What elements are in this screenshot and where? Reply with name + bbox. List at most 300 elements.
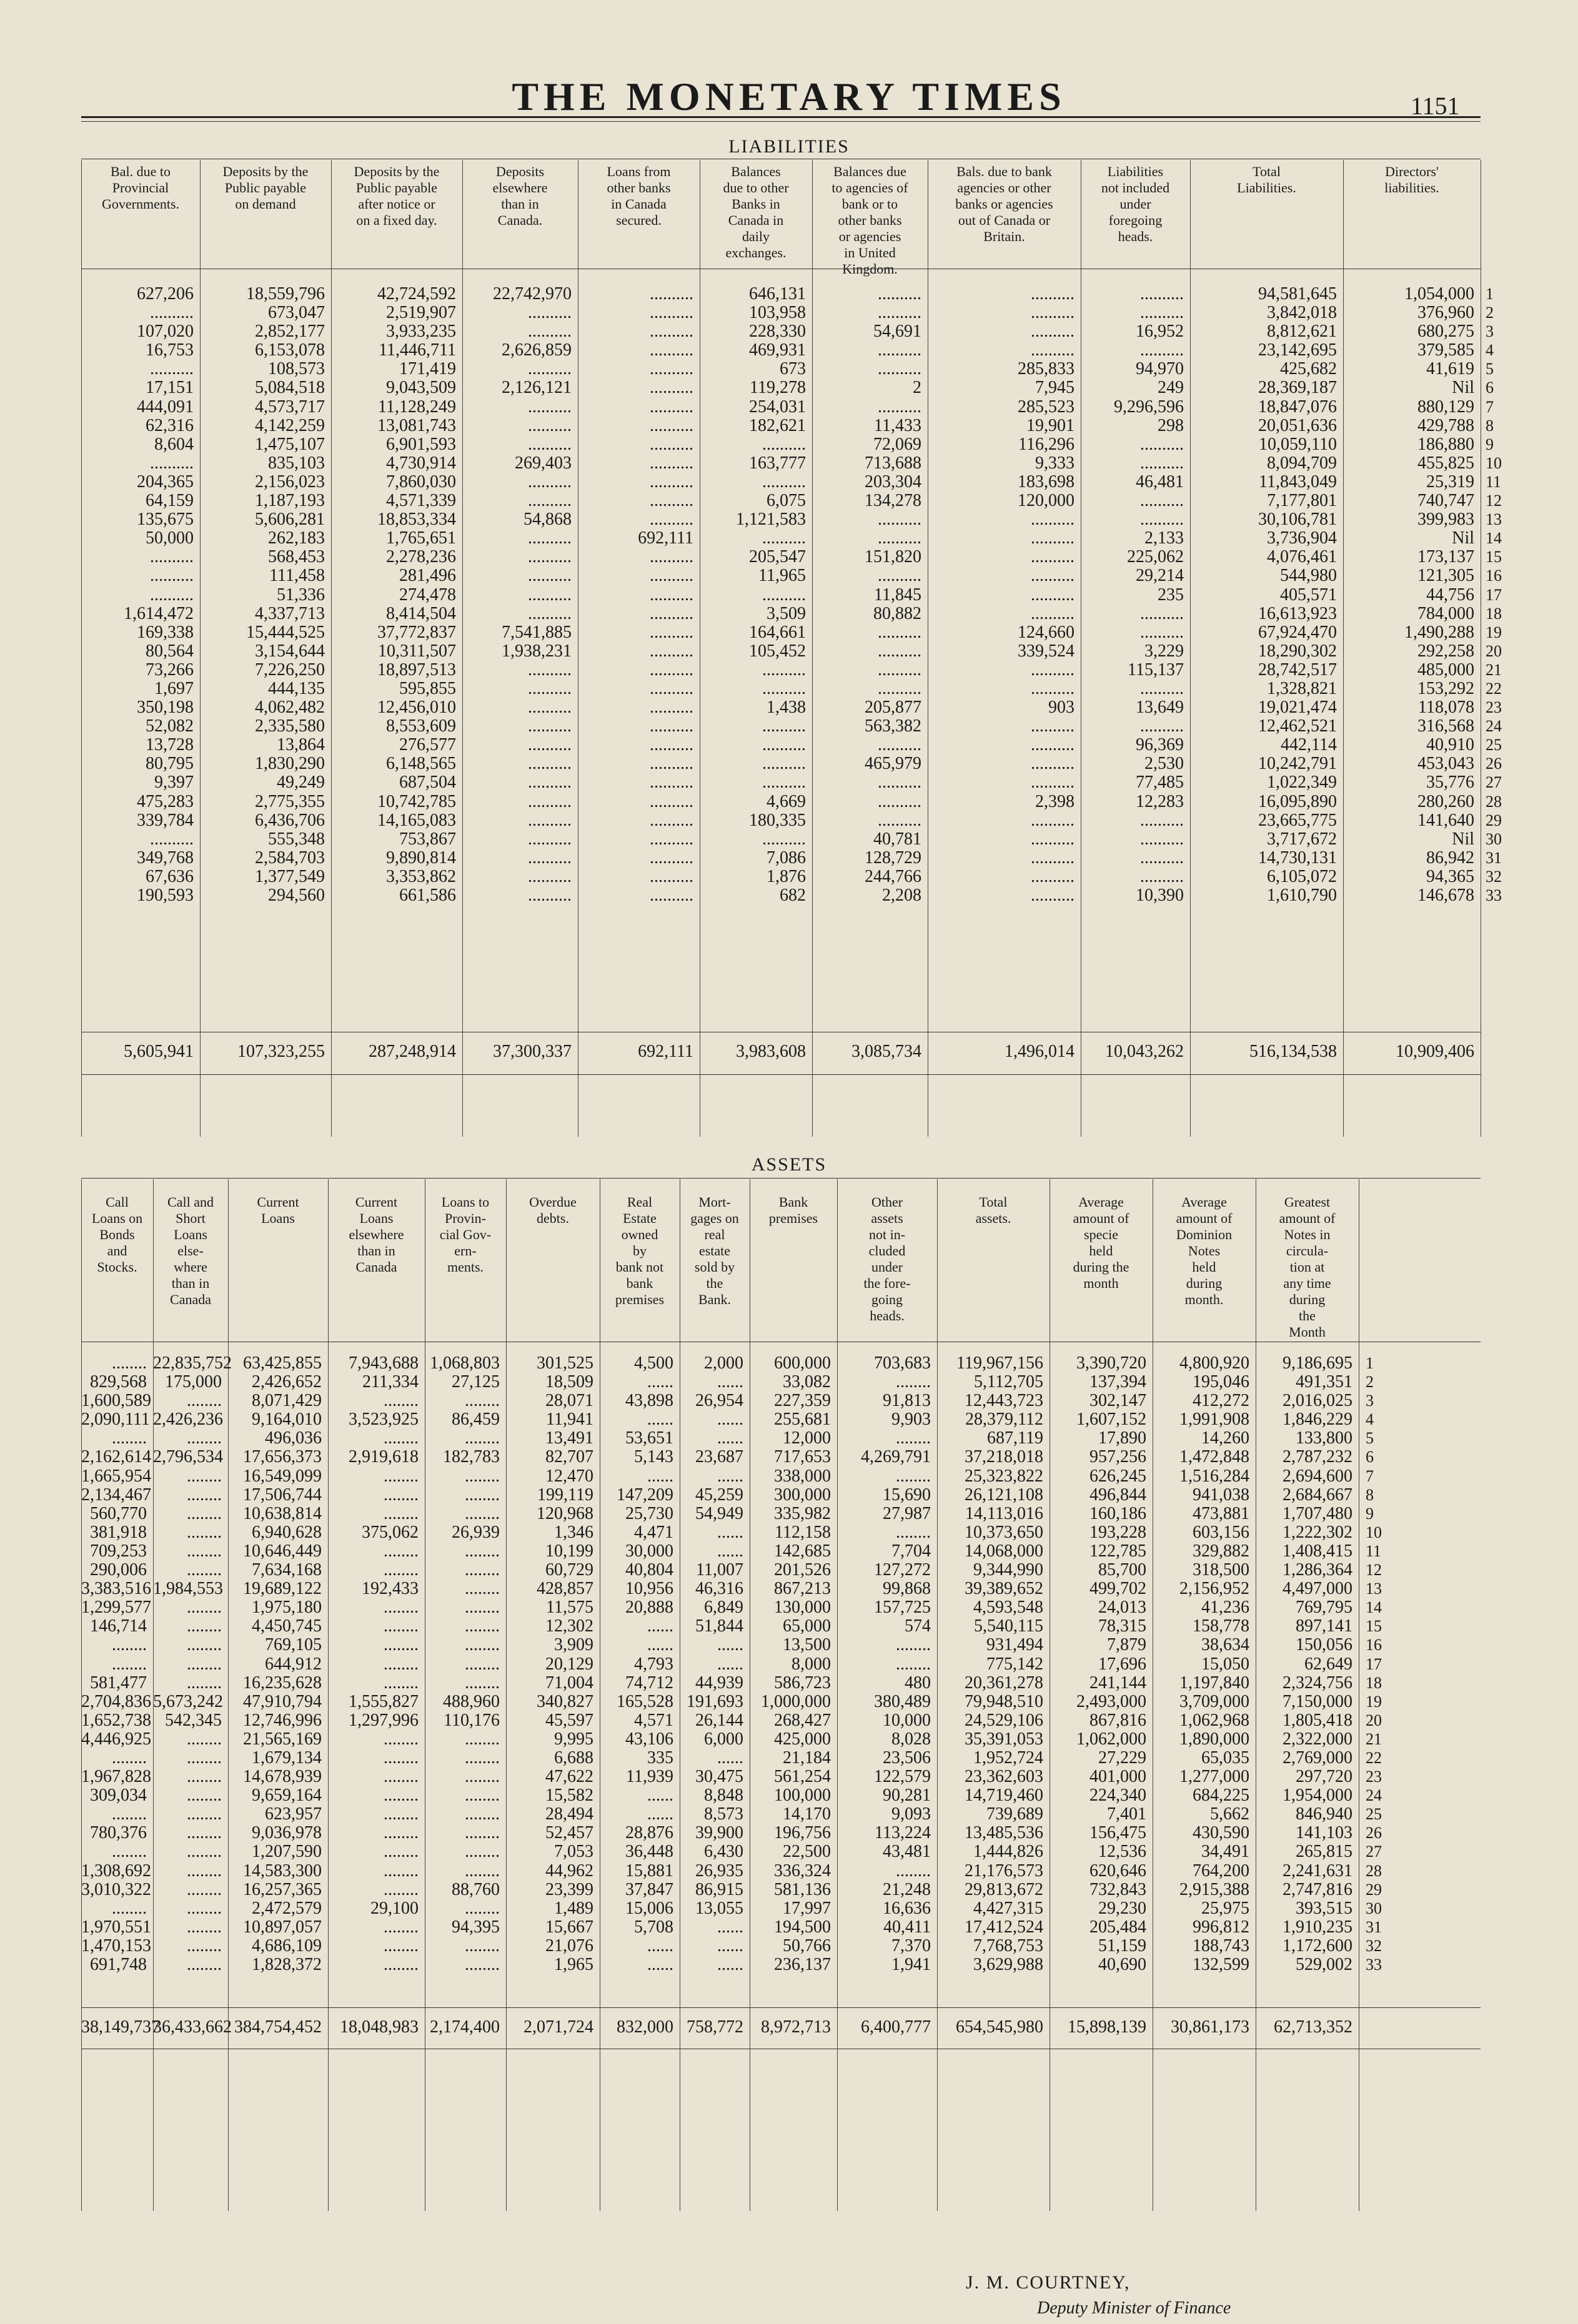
assets-cell: 3,629,988 — [973, 1955, 1043, 1974]
row-number: 14 — [1486, 529, 1502, 548]
assets-cell: 53,651 — [625, 1428, 673, 1448]
liabilities-cell: .......... — [650, 848, 693, 868]
liabilities-cell: 444,135 — [268, 678, 325, 698]
assets-cell: 11,007 — [696, 1560, 743, 1580]
assets-cell: 15,006 — [625, 1898, 673, 1918]
assets-column-values — [1256, 1354, 1352, 1974]
liabilities-cell: 6,105,072 — [1267, 866, 1337, 886]
assets-cell: 182,783 — [443, 1447, 500, 1467]
liabilities-cell: .......... — [878, 810, 921, 830]
assets-cell: 1,984,553 — [153, 1579, 223, 1599]
liabilities-cell: .......... — [528, 810, 572, 830]
assets-cell: 2,324,756 — [1283, 1673, 1352, 1693]
liabilities-cell: 151,820 — [865, 547, 921, 567]
liabilities-cell: 1,187,193 — [255, 491, 325, 511]
liabilities-cell: 350,198 — [137, 698, 194, 718]
liabilities-cell: 10,311,507 — [378, 641, 456, 661]
liabilities-cell: 40,781 — [873, 829, 921, 849]
assets-cell: 25,323,822 — [965, 1466, 1043, 1486]
liabilities-cell: .......... — [762, 754, 806, 774]
assets-cell: 46,316 — [695, 1579, 743, 1599]
row-number: 6 — [1366, 1448, 1374, 1466]
assets-cell: 626,245 — [1089, 1466, 1146, 1486]
assets-cell: 867,816 — [1089, 1710, 1146, 1730]
liabilities-cell: .......... — [1140, 622, 1184, 642]
assets-cell: 24,529,106 — [965, 1710, 1043, 1730]
liabilities-cell: 475,283 — [137, 791, 194, 811]
liabilities-cell: 10,742,785 — [377, 791, 456, 811]
liabilities-cell: Nil — [1452, 829, 1474, 849]
assets-cell: 38,634 — [1201, 1635, 1249, 1655]
assets-cell: 147,209 — [617, 1485, 673, 1505]
liabilities-cell: 73,266 — [146, 660, 194, 680]
assets-cell: 91,813 — [883, 1391, 931, 1411]
assets-cell: 491,351 — [1296, 1372, 1352, 1392]
assets-cell: 44,962 — [545, 1861, 593, 1881]
assets-cell: 336,324 — [774, 1861, 831, 1881]
liabilities-cell: .......... — [150, 547, 194, 567]
assets-cell: 193,228 — [1089, 1522, 1146, 1542]
liabilities-cell: 14,730,131 — [1258, 848, 1337, 868]
liabilities-cell: 107,020 — [137, 322, 194, 342]
liabilities-cell: .......... — [1140, 678, 1184, 698]
assets-cell: ........ — [465, 1579, 500, 1599]
row-number: 26 — [1486, 754, 1502, 773]
assets-title: ASSETS — [751, 1154, 827, 1175]
liabilities-column-values — [81, 285, 194, 905]
liabilities-cell: 3,509 — [767, 603, 806, 623]
liabilities-cell: 18,847,076 — [1258, 397, 1337, 417]
assets-cell: 1,470,153 — [81, 1936, 151, 1956]
assets-cell: 156,475 — [1089, 1823, 1146, 1843]
assets-cell: 65,035 — [1201, 1748, 1249, 1768]
assets-cell: 1,679,134 — [252, 1748, 322, 1768]
assets-cell: 90,281 — [883, 1786, 931, 1806]
liabilities-cell: .......... — [650, 359, 693, 379]
liabilities-cell: .......... — [878, 678, 921, 698]
assets-total: 38,149,737 — [81, 2017, 160, 2037]
assets-cell: 9,164,010 — [252, 1410, 322, 1430]
assets-cell: ........ — [112, 1748, 147, 1768]
assets-cell: 29,813,672 — [965, 1879, 1043, 1899]
assets-cell: 560,770 — [90, 1503, 147, 1523]
assets-cell: 1,600,589 — [81, 1391, 151, 1411]
assets-cell: 192,433 — [362, 1579, 419, 1599]
row-number: 15 — [1366, 1617, 1382, 1636]
assets-cell: 1,846,229 — [1283, 1410, 1352, 1430]
assets-cell: 21,184 — [783, 1748, 831, 1768]
liabilities-cell: .......... — [1031, 284, 1074, 304]
liabilities-cell: .......... — [650, 340, 693, 360]
assets-cell: 6,000 — [704, 1729, 743, 1749]
assets-cell: 27,125 — [452, 1372, 500, 1392]
liabilities-cell: 124,660 — [1018, 622, 1074, 642]
assets-cell: 50,766 — [783, 1936, 831, 1956]
liabilities-cell: .......... — [1031, 547, 1074, 567]
liabilities-cell: 1,876 — [767, 866, 806, 886]
row-number: 10 — [1366, 1523, 1382, 1541]
assets-cell: 142,685 — [774, 1541, 831, 1561]
liabilities-cell: 28,369,187 — [1258, 378, 1337, 398]
liabilities-cell: 568,453 — [268, 547, 325, 567]
assets-cell: 23,687 — [695, 1447, 743, 1467]
assets-cell: ........ — [187, 1786, 222, 1806]
assets-cell: ........ — [384, 1955, 419, 1974]
liabilities-cell: .......... — [1031, 829, 1074, 849]
row-number: 12 — [1486, 492, 1502, 510]
liabilities-cell: 9,397 — [154, 773, 194, 793]
assets-cell: 9,186,695 — [1283, 1353, 1352, 1373]
liabilities-total: 5,605,941 — [124, 1042, 194, 1061]
liabilities-cell: 4,062,482 — [255, 698, 325, 718]
assets-cell: 3,709,000 — [1179, 1691, 1249, 1711]
row-number: 19 — [1486, 623, 1502, 641]
liabilities-cell: 1,830,290 — [255, 754, 325, 774]
liabilities-cell: 453,043 — [1417, 754, 1474, 774]
assets-cell: 2,090,111 — [81, 1410, 150, 1430]
assets-column-header: Mort- gages on real estate sold by the Bank. — [690, 1194, 739, 1307]
liabilities-cell: 116,296 — [1018, 434, 1074, 454]
liabilities-column-values — [1081, 285, 1184, 905]
row-number: 9 — [1366, 1504, 1374, 1523]
assets-cell: 20,888 — [625, 1598, 673, 1618]
row-number: 11 — [1366, 1541, 1382, 1560]
assets-cell: ........ — [112, 1428, 147, 1448]
row-number: 31 — [1486, 848, 1502, 867]
assets-cell: 28,876 — [625, 1823, 673, 1843]
liabilities-cell: 22,742,970 — [493, 284, 572, 304]
liabilities-cell: 134,278 — [865, 491, 921, 511]
liabilities-cell: 444,091 — [137, 397, 194, 417]
assets-cell: 780,376 — [90, 1823, 147, 1843]
assets-cell: 41,236 — [1201, 1598, 1249, 1618]
liabilities-cell: .......... — [528, 886, 572, 905]
assets-cell: ...... — [717, 1936, 743, 1956]
assets-cell: 23,362,603 — [965, 1767, 1043, 1787]
liabilities-rule-2 — [81, 1074, 1481, 1075]
liabilities-cell: .......... — [650, 472, 693, 492]
assets-total: 36,433,662 — [153, 2017, 232, 2037]
liabilities-cell: .......... — [650, 810, 693, 830]
assets-cell: 29,230 — [1098, 1898, 1146, 1918]
assets-cell: ........ — [384, 1936, 419, 1956]
assets-cell: 691,748 — [90, 1955, 147, 1974]
assets-cell: 26,939 — [452, 1522, 500, 1542]
assets-cell: ...... — [647, 1410, 673, 1430]
assets-cell: 26,144 — [695, 1710, 743, 1730]
liabilities-cell: 4,571,339 — [386, 491, 456, 511]
liabilities-cell: 205,877 — [865, 698, 921, 718]
assets-cell: 7,150,000 — [1283, 1691, 1352, 1711]
assets-cell: 2,704,836 — [81, 1691, 151, 1711]
liabilities-cell: 1,697 — [154, 678, 194, 698]
assets-cell: 158,778 — [1193, 1616, 1249, 1636]
signature-name: J. M. COURTNEY, — [966, 2272, 1131, 2293]
liabilities-cell: 80,795 — [146, 754, 194, 774]
assets-column-header: Other assets not in- cluded under the fore- going heads. — [863, 1194, 911, 1323]
assets-cell: 7,943,688 — [349, 1353, 419, 1373]
assets-cell: 2,796,534 — [153, 1447, 223, 1467]
liabilities-cell: 205,547 — [749, 547, 806, 567]
liabilities-cell: 627,206 — [137, 284, 194, 304]
liabilities-cell: 13,081,743 — [377, 415, 456, 435]
liabilities-cell: .......... — [528, 848, 572, 868]
assets-cell: ...... — [717, 1410, 743, 1430]
liabilities-column-header: Deposits by the Public payable on demand — [222, 164, 309, 212]
row-number: 26 — [1366, 1824, 1382, 1842]
liabilities-cell: .......... — [1140, 829, 1184, 849]
row-number: 33 — [1366, 1956, 1382, 1974]
assets-cell: 473,881 — [1193, 1503, 1249, 1523]
liabilities-cell: .......... — [762, 678, 806, 698]
assets-cell: ........ — [384, 1842, 419, 1862]
row-number: 22 — [1486, 679, 1502, 698]
assets-cell: 2,472,579 — [252, 1898, 322, 1918]
assets-cell: 7,634,168 — [252, 1560, 322, 1580]
row-number: 33 — [1486, 886, 1502, 904]
liabilities-cell: .......... — [528, 585, 572, 605]
assets-cell: 4,571 — [634, 1710, 673, 1730]
publication-title: THE MONETARY TIMES — [512, 74, 1066, 119]
assets-cell: ........ — [187, 1936, 222, 1956]
liabilities-cell: .......... — [762, 829, 806, 849]
liabilities-cell: .......... — [1140, 303, 1184, 323]
liabilities-cell: 16,952 — [1136, 322, 1184, 342]
liabilities-cell: .......... — [1031, 866, 1074, 886]
assets-cell: 1,286,364 — [1283, 1560, 1352, 1580]
assets-cell: 1,472,848 — [1179, 1447, 1249, 1467]
liabilities-cell: .......... — [1031, 886, 1074, 905]
liabilities-cell: 146,678 — [1417, 886, 1474, 905]
liabilities-row-numbers — [1486, 285, 1502, 905]
row-number: 21 — [1366, 1729, 1382, 1748]
liabilities-cell: 108,573 — [268, 359, 325, 379]
row-number: 19 — [1366, 1692, 1382, 1711]
liabilities-cell: 740,747 — [1417, 491, 1474, 511]
liabilities-cell: 405,571 — [1280, 585, 1337, 605]
liabilities-cell: 1,022,349 — [1267, 773, 1337, 793]
liabilities-cell: 249 — [1158, 378, 1184, 398]
liabilities-cell: .......... — [650, 603, 693, 623]
assets-column-values — [425, 1354, 500, 1974]
liabilities-cell: 54,691 — [873, 322, 921, 342]
assets-cell: 100,000 — [774, 1786, 831, 1806]
liabilities-cell: .......... — [528, 735, 572, 755]
liabilities-title: LIABILITIES — [728, 136, 850, 157]
assets-cell: 2,016,025 — [1283, 1391, 1352, 1411]
assets-cell: 2,915,388 — [1179, 1879, 1249, 1899]
liabilities-cell: 442,114 — [1281, 735, 1337, 755]
assets-cell: 4,497,000 — [1283, 1579, 1352, 1599]
liabilities-cell: 7,945 — [1035, 378, 1074, 398]
liabilities-column-header: Bal. due to Provincial Governments. — [101, 164, 180, 212]
liabilities-cell: 244,766 — [865, 866, 921, 886]
assets-column-header: Average amount of Dominion Notes held during month. — [1176, 1194, 1233, 1307]
assets-cell: ........ — [384, 1804, 419, 1824]
assets-cell: 36,448 — [625, 1842, 673, 1862]
assets-cell: 157,725 — [874, 1598, 931, 1618]
assets-cell: 3,010,322 — [81, 1879, 151, 1899]
liabilities-cell: .......... — [150, 829, 194, 849]
liabilities-cell: .......... — [650, 716, 693, 736]
liabilities-cell: 11,843,049 — [1259, 472, 1337, 492]
row-number: 13 — [1366, 1580, 1382, 1598]
assets-cell: 846,940 — [1296, 1804, 1352, 1824]
assets-cell: 47,622 — [545, 1767, 593, 1787]
row-number: 5 — [1486, 360, 1494, 378]
row-number: 12 — [1366, 1561, 1382, 1580]
liabilities-cell: 13,728 — [146, 735, 194, 755]
liabilities-cell: .......... — [650, 547, 693, 567]
liabilities-cell: 1,490,288 — [1404, 622, 1474, 642]
assets-cell: 5,662 — [1210, 1804, 1249, 1824]
assets-cell: 375,062 — [362, 1522, 419, 1542]
assets-cell: 8,028 — [891, 1729, 931, 1749]
assets-cell: 574 — [905, 1616, 931, 1636]
liabilities-cell: .......... — [650, 678, 693, 698]
liabilities-cell: 903 — [1048, 698, 1074, 718]
assets-total: 2,174,400 — [430, 2017, 500, 2037]
liabilities-cell: .......... — [878, 791, 921, 811]
assets-cell: 85,700 — [1098, 1560, 1146, 1580]
assets-cell: 14,583,300 — [243, 1861, 322, 1881]
assets-cell: 16,636 — [883, 1898, 931, 1918]
assets-cell: ........ — [187, 1861, 222, 1881]
liabilities-cell: 7,860,030 — [386, 472, 456, 492]
assets-cell: 2,426,236 — [153, 1410, 223, 1430]
assets-cell: 3,523,925 — [349, 1410, 419, 1430]
liabilities-cell: .......... — [650, 566, 693, 586]
assets-cell: 302,147 — [1089, 1391, 1146, 1411]
liabilities-cell: 835,103 — [268, 453, 325, 473]
row-number: 30 — [1486, 829, 1502, 848]
assets-cell: 196,756 — [774, 1823, 831, 1843]
row-number: 13 — [1486, 510, 1502, 529]
liabilities-cell: 15,444,525 — [246, 622, 325, 642]
assets-cell: 7,370 — [891, 1936, 931, 1956]
liabilities-cell: .......... — [650, 791, 693, 811]
liabilities-cell: 880,129 — [1417, 397, 1474, 417]
assets-column-header: Current Loans elsewhere than in Canada — [349, 1194, 404, 1275]
liabilities-cell: .......... — [1031, 773, 1074, 793]
assets-column-values — [1153, 1354, 1249, 1974]
liabilities-cell: 1,614,472 — [124, 603, 194, 623]
assets-cell: ........ — [896, 1372, 931, 1392]
assets-cell: 45,259 — [695, 1485, 743, 1505]
assets-cell: 110,176 — [444, 1710, 500, 1730]
assets-cell: 9,903 — [891, 1410, 931, 1430]
liabilities-cell: .......... — [1031, 566, 1074, 586]
assets-cell: 1,062,968 — [1179, 1710, 1249, 1730]
assets-cell: ........ — [384, 1786, 419, 1806]
assets-cell: 496,844 — [1089, 1485, 1146, 1505]
assets-cell: ........ — [187, 1898, 222, 1918]
assets-cell: 51,844 — [695, 1616, 743, 1636]
liabilities-cell: .......... — [650, 491, 693, 511]
row-number: 23 — [1486, 698, 1502, 717]
liabilities-cell: 465,979 — [865, 754, 921, 774]
row-number: 2 — [1366, 1373, 1374, 1392]
assets-cell: 11,941 — [546, 1410, 593, 1430]
assets-cell: 17,696 — [1098, 1654, 1146, 1674]
assets-cell: ...... — [717, 1654, 743, 1674]
assets-cell: 769,105 — [265, 1635, 322, 1655]
assets-cell: 28,494 — [545, 1804, 593, 1824]
assets-rule — [81, 1178, 1481, 1179]
liabilities-column-values — [700, 285, 806, 905]
assets-cell: 141,103 — [1296, 1823, 1352, 1843]
liabilities-cell: 9,296,596 — [1114, 397, 1184, 417]
assets-cell: 2,156,952 — [1179, 1579, 1249, 1599]
assets-cell: ...... — [647, 1955, 673, 1974]
assets-cell: 775,142 — [986, 1654, 1043, 1674]
row-number: 6 — [1486, 378, 1494, 397]
row-number: 20 — [1366, 1711, 1382, 1729]
liabilities-cell: 111,458 — [269, 566, 325, 586]
liabilities-cell: 673,047 — [268, 303, 325, 323]
liabilities-cell: 94,581,645 — [1258, 284, 1337, 304]
liabilities-cell: 10,242,791 — [1258, 754, 1337, 774]
liabilities-cell: 6,148,565 — [386, 754, 456, 774]
liabilities-cell: 1,054,000 — [1404, 284, 1474, 304]
liabilities-cell: 784,000 — [1417, 603, 1474, 623]
assets-cell: 529,002 — [1296, 1955, 1352, 1974]
liabilities-cell: 4,142,259 — [255, 415, 325, 435]
liabilities-cell: 5,084,518 — [255, 378, 325, 398]
liabilities-cell: 5,606,281 — [255, 510, 325, 530]
row-number: 4 — [1366, 1410, 1374, 1429]
liabilities-cell: Nil — [1452, 378, 1474, 398]
liabilities-cell: 14,165,083 — [377, 810, 456, 830]
liabilities-cell: 80,882 — [873, 603, 921, 623]
assets-cell: 1,967,828 — [81, 1767, 151, 1787]
liabilities-cell: .......... — [878, 566, 921, 586]
assets-cell: 112,158 — [775, 1522, 831, 1542]
liabilities-cell: 339,784 — [137, 810, 194, 830]
liabilities-cell: 12,462,521 — [1258, 716, 1337, 736]
row-number: 1 — [1486, 285, 1494, 303]
assets-cell: 1,062,000 — [1076, 1729, 1146, 1749]
liabilities-cell: 8,604 — [154, 434, 194, 454]
assets-cell: 5,540,115 — [974, 1616, 1043, 1636]
assets-cell: ........ — [384, 1560, 419, 1580]
liabilities-total: 3,085,734 — [851, 1042, 921, 1061]
assets-cell: 1,444,826 — [973, 1842, 1043, 1862]
liabilities-column-values — [1343, 285, 1474, 905]
assets-cell: 12,746,996 — [243, 1710, 322, 1730]
liabilities-cell: 692,111 — [638, 528, 693, 548]
liabilities-cell: 3,353,862 — [386, 866, 456, 886]
liabilities-cell: .......... — [528, 754, 572, 774]
assets-cell: ........ — [896, 1635, 931, 1655]
liabilities-cell: .......... — [1031, 754, 1074, 774]
row-number: 24 — [1366, 1786, 1382, 1805]
assets-cell: 1,516,284 — [1179, 1466, 1249, 1486]
assets-column-header: Bank premises — [768, 1194, 818, 1226]
assets-cell: ........ — [384, 1879, 419, 1899]
liabilities-cell: 28,742,517 — [1258, 660, 1337, 680]
liabilities-cell: 16,753 — [146, 340, 194, 360]
row-number: 5 — [1366, 1429, 1374, 1448]
liabilities-cell: .......... — [650, 866, 693, 886]
row-number: 18 — [1486, 604, 1502, 623]
assets-cell: 687,119 — [987, 1428, 1043, 1448]
assets-cell: ...... — [717, 1748, 743, 1768]
row-number: 8 — [1366, 1485, 1374, 1504]
liabilities-cell: 254,031 — [749, 397, 806, 417]
liabilities-cell: .......... — [650, 585, 693, 605]
liabilities-cell: 18,853,334 — [377, 510, 456, 530]
